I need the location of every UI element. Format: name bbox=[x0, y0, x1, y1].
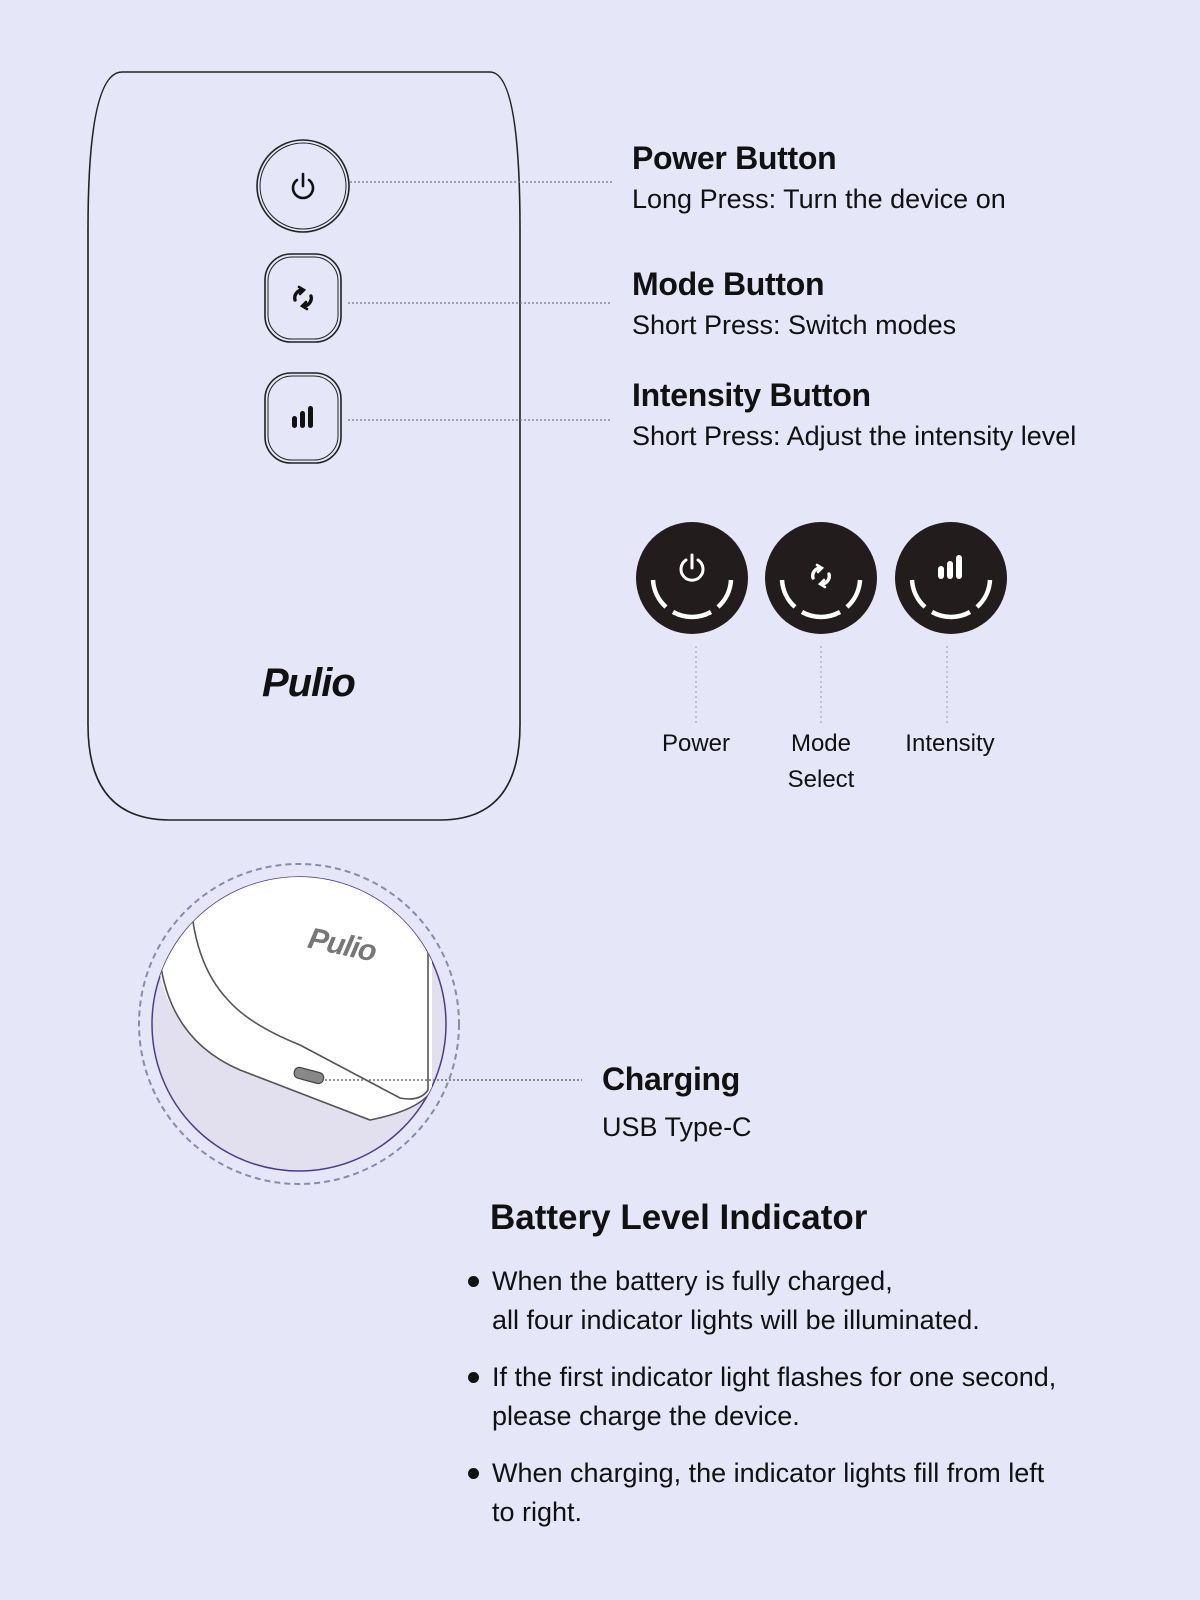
intensity-button-title: Intensity Button bbox=[632, 377, 871, 413]
power-button-title: Power Button bbox=[632, 140, 837, 176]
mode-button-shape bbox=[265, 254, 341, 342]
charging-brand-logo: Pulio bbox=[305, 922, 379, 969]
mode-button-description: Short Press: Switch modes bbox=[632, 310, 957, 340]
intensity-button-description: Short Press: Adjust the intensity level bbox=[632, 421, 1077, 451]
power-button-description: Long Press: Turn the device on bbox=[632, 184, 1006, 214]
indicator-mode bbox=[765, 522, 877, 634]
intensity-button-shape bbox=[265, 373, 341, 463]
battery-bullet-3: When charging, the indicator lights fill from left to right. bbox=[466, 1454, 1146, 1532]
indicator-power bbox=[636, 522, 748, 634]
power-button-shape bbox=[257, 140, 349, 232]
indicator-label-intensity: Intensity bbox=[905, 730, 995, 757]
battery-bullet-1: When the battery is fully charged, all four indicator lights will be illuminated. bbox=[466, 1262, 1146, 1340]
power-icon bbox=[293, 174, 313, 198]
battery-bullet-list bbox=[466, 1262, 1146, 1550]
charging-port-type: USB Type-C bbox=[602, 1112, 752, 1142]
indicator-label-mode: Mode Select bbox=[787, 730, 855, 793]
mode-button-title: Mode Button bbox=[632, 266, 825, 302]
indicator-label-power: Power bbox=[661, 730, 731, 757]
charging-title: Charging bbox=[602, 1061, 741, 1097]
charging-detail bbox=[139, 820, 582, 1184]
device-brand-logo: Pulio bbox=[262, 661, 355, 705]
battery-bullet-2: If the first indicator light flashes for one second, please charge the device. bbox=[466, 1358, 1146, 1436]
battery-section-title: Battery Level Indicator bbox=[490, 1198, 868, 1237]
mode-cycle-icon bbox=[295, 287, 312, 309]
signal-bars-icon bbox=[292, 406, 313, 428]
indicator-intensity bbox=[895, 522, 1007, 634]
